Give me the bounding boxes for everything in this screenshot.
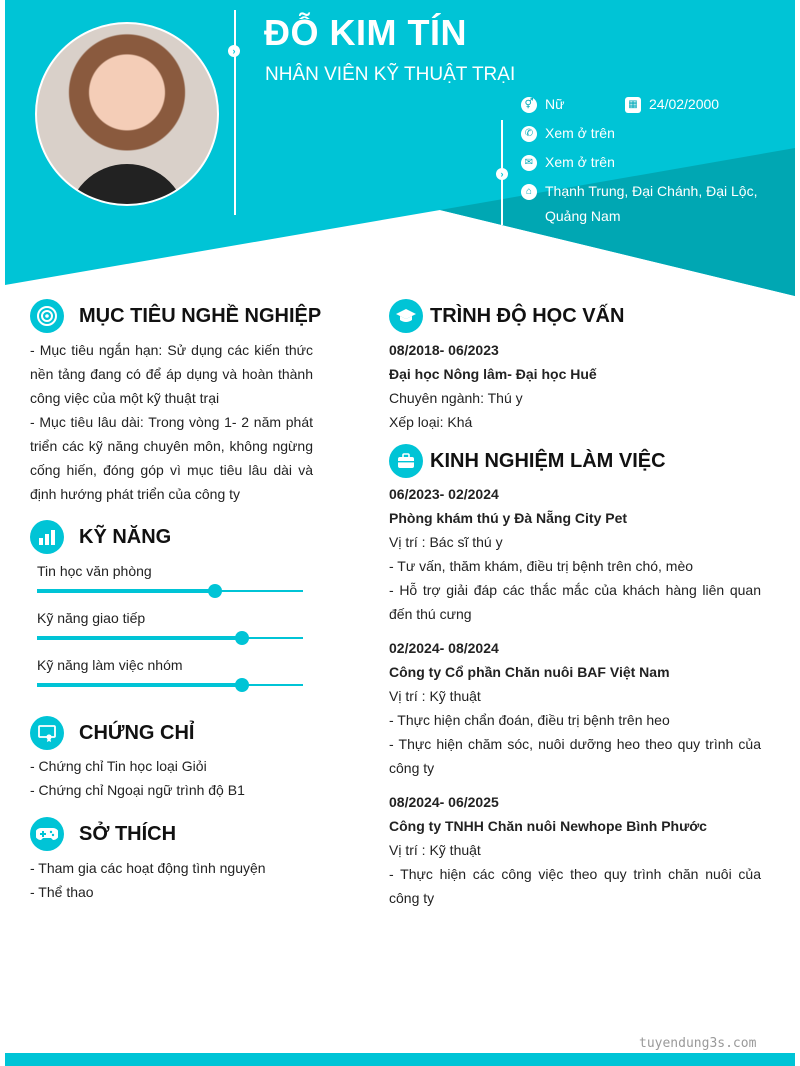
mail-icon: ✉ (521, 155, 537, 171)
experience-title: KINH NGHIỆM LÀM VIỆC (430, 449, 666, 472)
job-position: Vị trí : Kỹ thuật (389, 688, 481, 704)
dob-row (625, 96, 719, 117)
certificate-icon (30, 716, 64, 750)
education-rank: Xếp loại: Khá (389, 414, 473, 430)
hobbies-title: SỞ THÍCH (79, 822, 177, 845)
address-line-2: Quảng Nam (545, 208, 621, 224)
objective-line: - Mục tiêu lâu dài: Trong vòng 1- 2 năm phát triển các kỹ năng chuyên môn, không ngừng cống hiến, đóng góp vì mục tiêu lâu dài và định hướng phát triển của công ty (30, 414, 313, 502)
job-task: - Thực hiện chẩn đoán, điều trị bệnh trên heo (389, 712, 670, 728)
timeline-node-icon: › (496, 168, 508, 180)
email-value: Xem ở trên (545, 154, 615, 170)
job-period: 08/2024- 06/2025 (389, 794, 499, 810)
education-period: 08/2018- 06/2023 (389, 342, 499, 358)
experience-entry (389, 482, 761, 626)
skill-label: Kỹ năng làm việc nhóm (37, 657, 183, 673)
timeline-line (234, 10, 236, 215)
skill-bar-fill (37, 636, 242, 640)
experience-entry (389, 790, 761, 910)
objective-line: - Mục tiêu ngắn hạn: Sử dụng các kiến thức nền tảng đang có để áp dụng và hoàn thành công việc của một kỹ thuật trại (30, 342, 313, 406)
skill-bar-fill (37, 589, 215, 593)
skill-bar-knob (208, 584, 222, 598)
skill-bar (37, 590, 303, 592)
list-item: - Tham gia các hoạt động tình nguyện (30, 860, 266, 876)
phone-row (521, 125, 615, 146)
skill-bar-fill (37, 683, 242, 687)
candidate-name: ĐỖ KIM TÍN (264, 12, 467, 53)
footer-bar (5, 1053, 795, 1066)
skill-bar-knob (235, 678, 249, 692)
job-position: Vị trí : Kỹ thuật (389, 842, 481, 858)
bar-chart-icon (30, 520, 64, 554)
objective-text (30, 338, 313, 506)
hobbies-list (30, 856, 320, 904)
skill-bar-knob (235, 631, 249, 645)
education-title: TRÌNH ĐỘ HỌC VẤN (430, 304, 625, 327)
skill-bar (37, 684, 303, 686)
skill-bar (37, 637, 303, 639)
skills-title: KỸ NĂNG (79, 525, 172, 548)
home-icon: ⌂ (521, 184, 537, 200)
dob-value: 24/02/2000 (649, 96, 720, 112)
avatar (35, 22, 219, 206)
address-row (521, 183, 757, 229)
watermark: tuyendung3s.com (639, 1036, 757, 1051)
certificates-title: CHỨNG CHỈ (79, 721, 195, 744)
list-item: - Chứng chỉ Tin học loại Giỏi (30, 758, 207, 774)
address-line-1: Thạnh Trung, Đại Chánh, Đại Lộc, (545, 183, 758, 199)
education-details (389, 338, 761, 434)
briefcase-icon (389, 444, 423, 478)
objective-section-header (30, 299, 321, 333)
list-item: - Thể thao (30, 884, 94, 900)
job-task: - Tư vấn, thăm khám, điều trị bệnh trên chó, mèo (389, 558, 694, 574)
job-period: 06/2023- 02/2024 (389, 486, 499, 502)
education-major: Chuyên ngành: Thú y (389, 390, 523, 406)
gender-icon: ⚥ (521, 97, 537, 113)
job-company: Công ty TNHH Chăn nuôi Newhope Bình Phước (389, 818, 707, 834)
phone-icon: ✆ (521, 126, 537, 142)
education-section-header (389, 299, 624, 333)
phone-value: Xem ở trên (545, 125, 615, 141)
skills-section-header (30, 520, 171, 554)
objective-title: MỤC TIÊU NGHỀ NGHIỆP (79, 304, 322, 327)
skill-label: Tin học văn phòng (37, 563, 152, 579)
job-company: Phòng khám thú y Đà Nẵng City Pet (389, 510, 628, 526)
certificates-section-header (30, 716, 194, 750)
gender-value: Nữ (545, 96, 565, 112)
job-task: - Thực hiện các công việc theo quy trình chăn nuôi của công ty (389, 866, 761, 906)
experience-entry (389, 636, 761, 780)
email-row (521, 154, 615, 175)
job-period: 02/2024- 08/2024 (389, 640, 499, 656)
job-task: - Hỗ trợ giải đáp các thắc mắc của khách hàng liên quan đến thú cưng (389, 582, 761, 622)
list-item: - Chứng chỉ Ngoại ngữ trình độ B1 (30, 782, 245, 798)
target-icon (30, 299, 64, 333)
address-value (545, 179, 757, 229)
gender-row (521, 96, 564, 117)
hobbies-section-header (30, 817, 176, 851)
graduation-cap-icon (389, 299, 423, 333)
education-school: Đại học Nông lâm- Đại học Huế (389, 366, 597, 382)
calendar-icon: ▦ (625, 97, 641, 113)
job-task: - Thực hiện chăm sóc, nuôi dưỡng heo theo quy trình của công ty (389, 736, 761, 776)
experience-section-header (389, 444, 666, 478)
gamepad-icon (30, 817, 64, 851)
job-company: Công ty Cổ phần Chăn nuôi BAF Việt Nam (389, 664, 670, 680)
certificates-list (30, 754, 320, 802)
job-title: NHÂN VIÊN KỸ THUẬT TRẠI (265, 64, 516, 85)
timeline-node-icon: › (228, 45, 240, 57)
job-position: Vị trí : Bác sĩ thú y (389, 534, 503, 550)
skill-label: Kỹ năng giao tiếp (37, 610, 146, 626)
